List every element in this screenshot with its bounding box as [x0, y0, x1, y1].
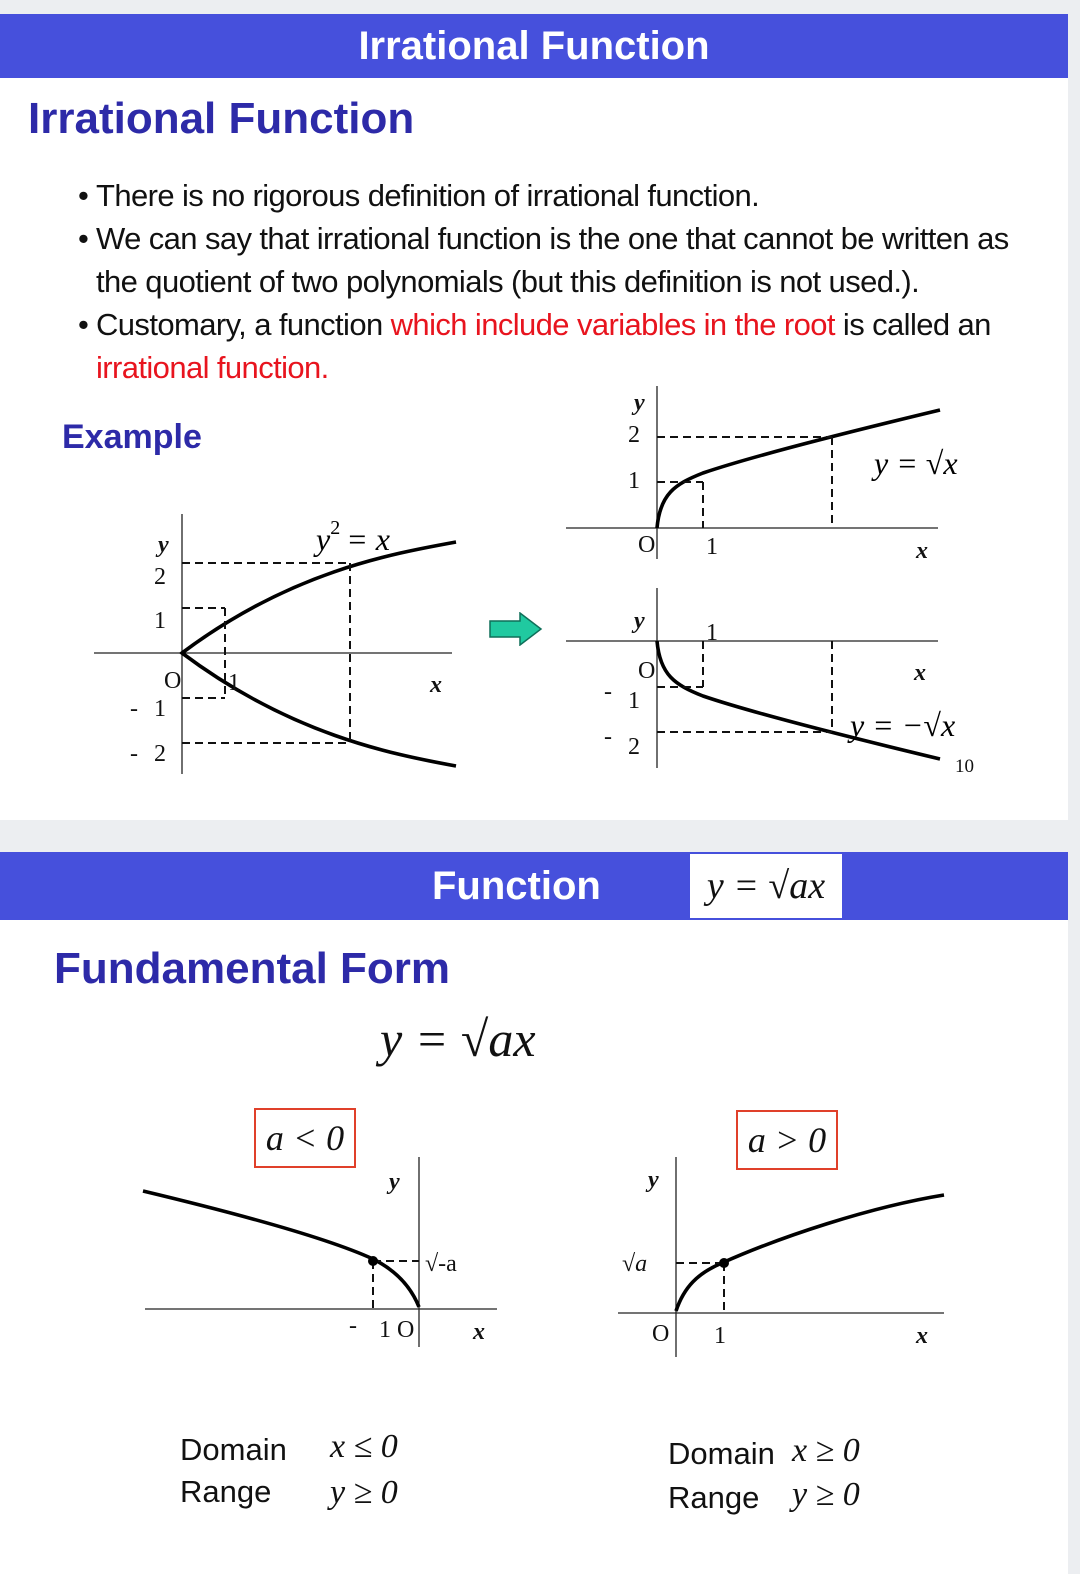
domain-label: Domain [180, 1432, 287, 1467]
origin-label: O [638, 658, 656, 684]
tick-label: 1 [628, 468, 640, 494]
point-label: √a [622, 1251, 648, 1277]
domain-value: x ≤ 0 [330, 1428, 398, 1465]
negative-a-graph [135, 1157, 520, 1357]
example-label: Example [62, 418, 202, 456]
bullet-item [78, 303, 1038, 389]
minus-sign: - [130, 741, 138, 767]
sqrt-positive-graph [560, 384, 1020, 584]
equation-label: $y^2 = x$ [316, 517, 390, 557]
parabola-curve [182, 542, 456, 766]
minus-sign: - [349, 1313, 357, 1339]
tick-label: 2 [154, 741, 166, 767]
main-formula: y = √ax [380, 1011, 536, 1067]
title-banner [0, 14, 1068, 78]
tick-label: 1 [379, 1317, 391, 1343]
y-axis-label: y [648, 1167, 659, 1193]
banner-title: Irrational Function [358, 24, 710, 68]
sqrt-negative-graph [560, 584, 1020, 784]
domain-value: x ≥ 0 [792, 1432, 860, 1469]
equation-label: y = −√x [850, 707, 956, 743]
tick-label: 2 [628, 734, 640, 760]
parabola-graph [90, 504, 470, 794]
point-label: √-a [425, 1251, 457, 1277]
title-banner [0, 852, 1068, 920]
y-axis-label: y [389, 1169, 400, 1195]
tick-label: 1 [628, 688, 640, 714]
banner-formula: y = √ax [690, 854, 842, 918]
slide-heading: Irrational Function [28, 94, 415, 143]
x-axis-label: x [914, 660, 926, 686]
condition-box-positive: a > 0 [736, 1110, 838, 1170]
page-number: 10 [955, 756, 974, 777]
origin-label: O [164, 668, 182, 694]
tick-label: 2 [628, 422, 640, 448]
bullet-item [78, 217, 1038, 303]
origin-label: O [397, 1317, 415, 1343]
tick-label: 1 [228, 670, 240, 696]
y-axis-label: y [634, 390, 645, 416]
bullet-text: We can say that irrational function is the one that cannot be written as the quotient of two polynomials (but this definition is not used.). [96, 221, 1009, 299]
range-label: Range [180, 1474, 272, 1509]
bullet-item [78, 174, 1038, 217]
positive-a-graph [610, 1157, 950, 1357]
y-axis-label: y [158, 532, 169, 558]
x-axis-label: x [916, 538, 928, 564]
section-heading: Fundamental Form [54, 944, 451, 993]
sqrt-curve [143, 1191, 419, 1307]
right-arrow-icon [488, 612, 544, 646]
slide-fundamental-form [0, 852, 1068, 1574]
tick-label: 1 [706, 620, 718, 646]
tick-label: 1 [714, 1323, 726, 1349]
tick-label: 2 [154, 564, 166, 590]
origin-label: O [652, 1321, 670, 1347]
banner-title: Function [432, 864, 601, 908]
highlight-text: irrational function. [96, 350, 329, 385]
y-axis-label: y [634, 608, 645, 634]
range-label: Range [668, 1480, 760, 1515]
minus-sign: - [604, 679, 612, 705]
point-marker [368, 1256, 378, 1266]
tick-label: 1 [154, 696, 166, 722]
origin-label: O [638, 532, 656, 558]
bullet-text: There is no rigorous definition of irrational function. [96, 178, 760, 213]
equation-label: y = √x [874, 445, 958, 481]
x-axis-label: x [430, 672, 442, 698]
minus-sign: - [130, 696, 138, 722]
domain-label: Domain [668, 1436, 775, 1471]
range-value: y ≥ 0 [792, 1476, 860, 1513]
tick-label: 1 [154, 608, 166, 634]
point-marker [719, 1258, 729, 1268]
bullet-text: is called an [834, 307, 991, 342]
range-value: y ≥ 0 [330, 1474, 398, 1511]
bullet-text: Customary, a function [96, 307, 391, 342]
x-axis-label: x [473, 1319, 485, 1345]
x-axis-label: x [916, 1323, 928, 1349]
sqrt-curve [676, 1195, 944, 1311]
slide-irrational-function [0, 14, 1068, 820]
highlight-text: which include variables in the root [390, 307, 835, 342]
tick-label: 1 [706, 534, 718, 560]
condition-box-negative: a < 0 [254, 1108, 356, 1168]
minus-sign: - [604, 724, 612, 750]
bullet-list [78, 174, 1038, 389]
